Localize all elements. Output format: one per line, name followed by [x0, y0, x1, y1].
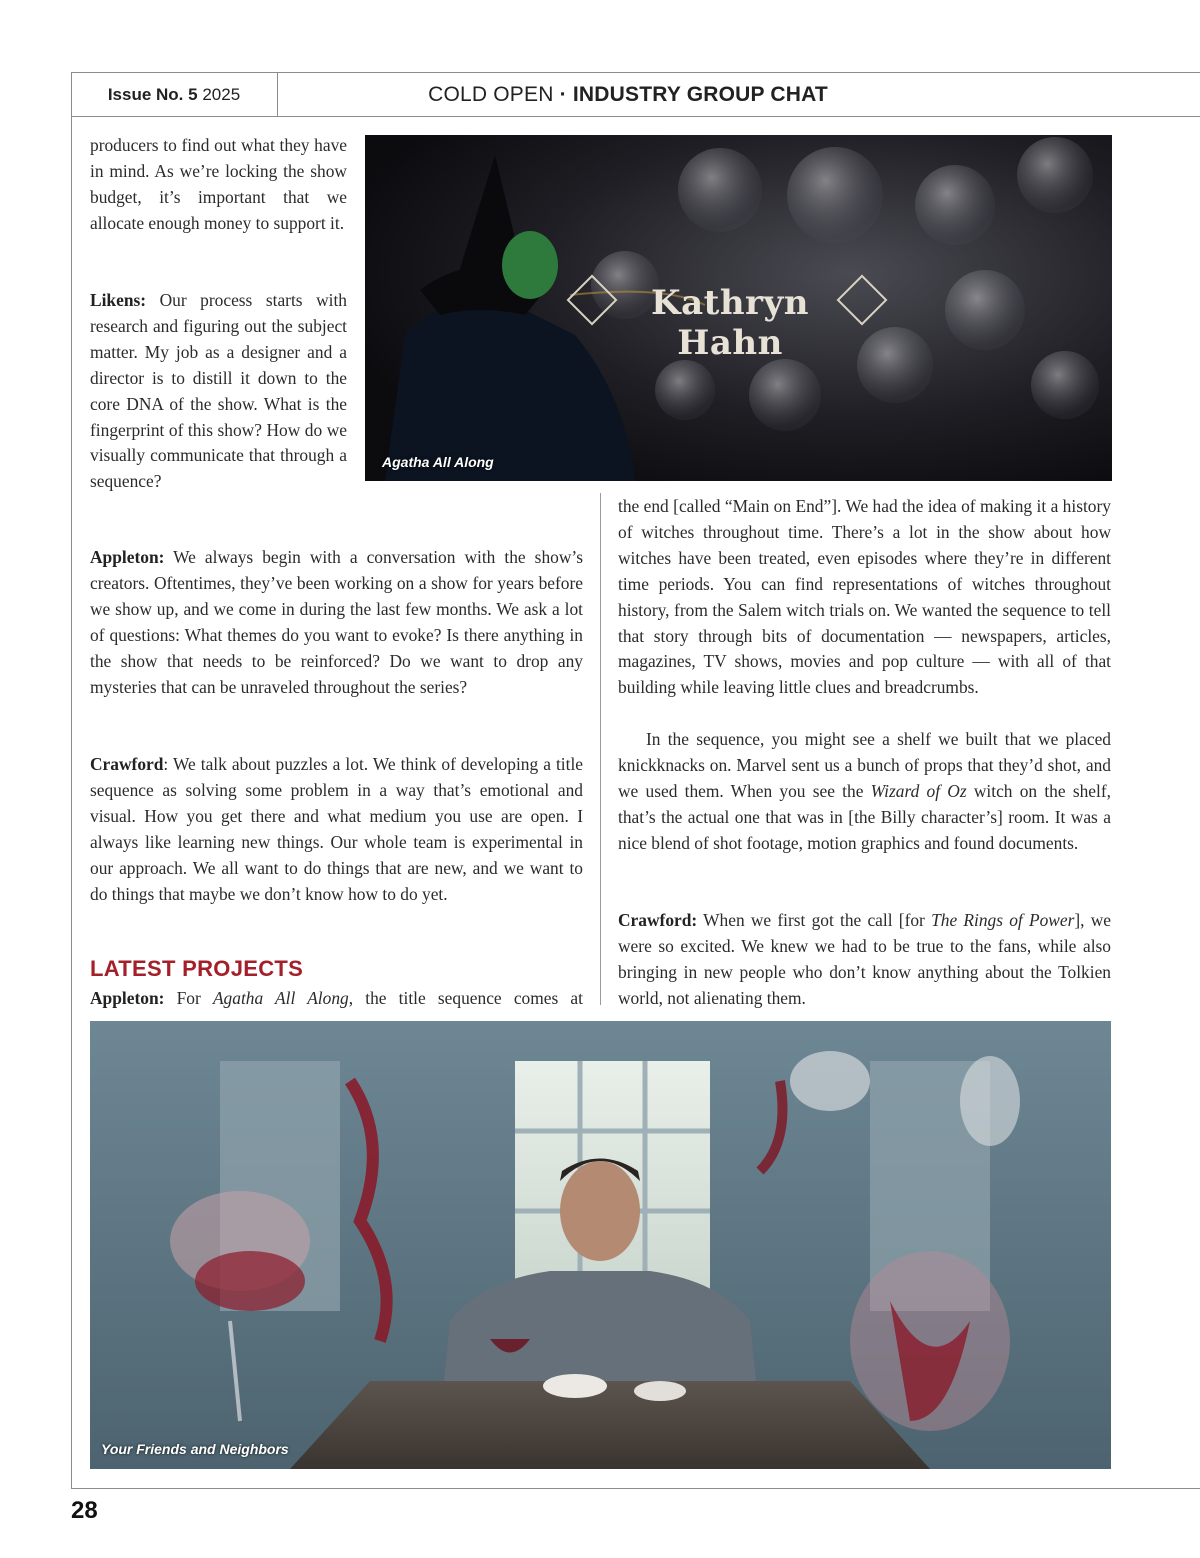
paragraph-crawford-2: Crawford: When we first got the call [for The Rings of Power], we were so excited. We knew we had to be true to the fans, while also bringing in new people who don’t know anything about the Tolkien world, not alienating them.	[618, 910, 1111, 1008]
friends-neighbors-caption: Your Friends and Neighbors	[101, 1441, 289, 1457]
page-header	[71, 72, 1200, 117]
page-number: 28	[71, 1497, 98, 1524]
paragraph-intro: producers to find out what they have in mind. As we’re locking the show budget, it’s important that we allocate enough money to support it.	[90, 135, 347, 233]
agatha-caption: Agatha All Along	[382, 454, 494, 470]
friends-neighbors-image-art	[90, 1021, 1111, 1469]
latest-projects-heading: LATEST PROJECTS	[90, 956, 304, 981]
paragraph-likens: Likens: Our process starts with research and figuring out the subject matter. My job as a designer and a director is to distill it down to the core DNA of the show. What is the fingerprint of this show? How do we visually communicate that through a sequence?	[90, 290, 347, 492]
paragraph-right-1: the end [called “Main on End”]. We had the idea of making it a history of witches throughout time. There’s a lot in the show about how witches have been treated, even episodes where they’re in different time periods. You can find representations of witches throughout history, from the Salem witch trials on. We wanted the sequence to tell that story through bits of documentation — newspapers, articles, magazines, TV shows, movies and pop culture — with all of that building while leaving little clues and breadcrumbs.	[618, 496, 1111, 698]
paragraph-appleton-1: Appleton: We always begin with a conversation with the show’s creators. Oftentimes, they’ve been working on a show for years before we show up, and we come in during the last few months. We ask a lot of questions: What themes do you want to evoke? Is there anything in the show that needs to be reinforced? Do we want to drop any mysteries that can be unraveled throughout the series?	[90, 547, 583, 697]
issue-label: Issue No. 5 2025	[71, 72, 278, 116]
paragraph-right-2: In the sequence, you might see a shelf we built that we placed knickknacks on. Marvel sent us a bunch of props that they’d shot, and we used them. When you see the Wizard of Oz witch on the shelf, that’s the actual one that was in [the Billy character’s] room. It was a nice blend of shot footage, motion graphics and found documents.	[618, 729, 1111, 853]
column-divider	[600, 493, 601, 1005]
section-title: COLD OPEN · INDUSTRY GROUP CHAT	[428, 83, 828, 106]
paragraph-crawford-1: Crawford: We talk about puzzles a lot. We think of developing a title sequence as solving some problem in a way that’s emotional and visual. How you get there and what medium you use are open. I always like learning new things. Our whole team is experimental in our approach. We all want to do things that are new, and we want to do things that maybe we don’t know how to do yet.	[90, 754, 583, 904]
agatha-image	[365, 135, 1112, 481]
paragraph-appleton-2: Appleton: For Agatha All Along, the title sequence comes at	[90, 988, 583, 1008]
friends-neighbors-image	[90, 1021, 1111, 1469]
agatha-overlay-title: Kathryn Hahn	[651, 283, 809, 363]
